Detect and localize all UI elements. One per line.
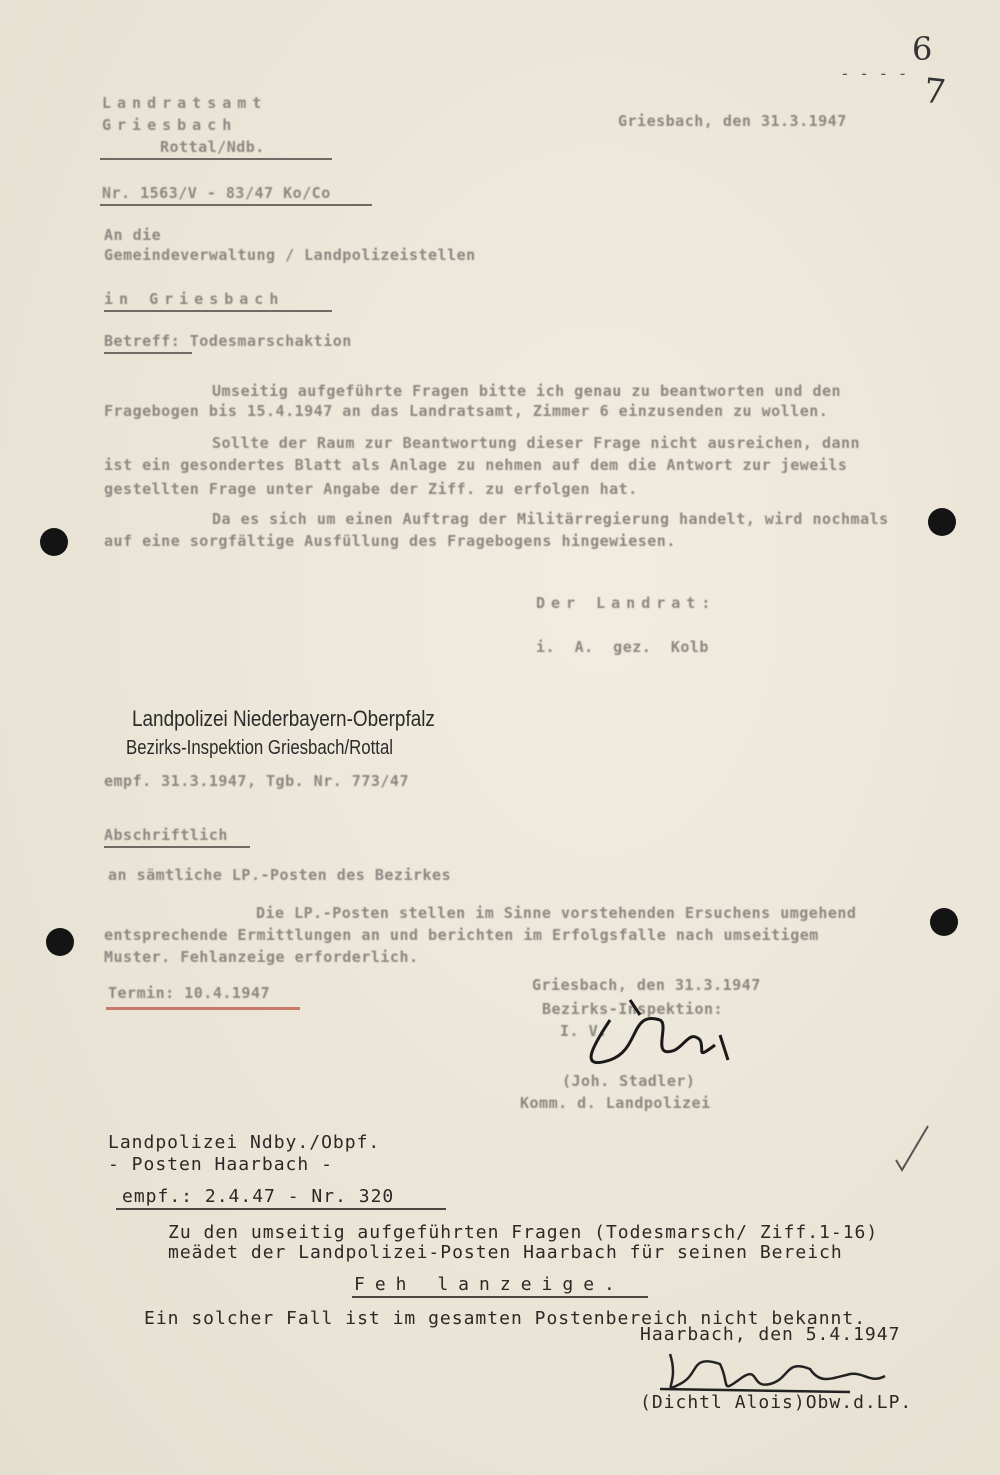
reply-fehlanzeige: Feh lanzeige. — [354, 1274, 625, 1295]
body-p2-line3: gestellten Frage unter Angabe der Ziff. zu erfolgen hat. — [104, 480, 638, 498]
body-p1-line2: Fragebogen bis 15.4.1947 an das Landratsamt, Zimmer 6 einzusenden zu wollen. — [104, 402, 829, 420]
subject-underline — [104, 352, 192, 354]
address-line1: An die — [104, 226, 162, 244]
copy-deadline: Termin: 10.4.1947 — [108, 984, 271, 1002]
body-p2-line2: ist ein gesondertes Blatt als Anlage zu nehmen auf dem die Antwort zur jeweils — [104, 456, 848, 474]
stamp-line2: Bezirks-Inspektion Griesbach/Rottal — [126, 737, 394, 759]
copy-heading: Abschriftlich — [104, 826, 228, 844]
address-line2: Gemeindeverwaltung / Landpolizeistellen — [104, 246, 476, 264]
punch-hole-right-top — [928, 508, 956, 536]
reply-received-underline — [116, 1208, 446, 1210]
reply-signer: (Dichtl Alois)Obw.d.LP. — [640, 1392, 913, 1413]
copy-instruction-line1: Die LP.-Posten stellen im Sinne vorstehenden Ersuchens umgehend — [256, 904, 857, 922]
punch-hole-left-bottom — [46, 928, 74, 956]
body-p3-line1: Da es sich um einen Auftrag der Militärregierung handelt, wird nochmals — [212, 510, 889, 528]
address-line3: in Griesbach — [104, 290, 285, 308]
copy-iv: I. V. — [560, 1022, 608, 1040]
header-place-date: Griesbach, den 31.3.1947 — [618, 112, 847, 130]
authority-line1: Landratsamt — [102, 94, 268, 112]
authority-line2: Griesbach — [102, 116, 238, 134]
copy-instruction-line2: entsprechende Ermittlungen an und berichten im Erfolgsfalle nach umseitigem — [104, 926, 819, 944]
reply-text-line3: Ein solcher Fall ist im gesamten Postenbereich nicht bekannt. — [144, 1308, 867, 1329]
body-p2-line1: Sollte der Raum zur Beantwortung dieser Frage nicht ausreichen, dann — [212, 434, 861, 452]
copy-rank: Komm. d. Landpolizei — [520, 1094, 711, 1112]
fehlanzeige-underline — [352, 1296, 648, 1298]
subject-line: Betreff: Todesmarschaktion — [104, 332, 352, 350]
punch-hole-left-top — [40, 528, 68, 556]
header-underline — [100, 158, 332, 160]
copy-place-date: Griesbach, den 31.3.1947 — [532, 976, 761, 994]
stadler-signature — [570, 990, 750, 1080]
copy-heading-underline — [104, 846, 250, 848]
reply-received: empf.: 2.4.47 - Nr. 320 — [122, 1186, 395, 1207]
received-note: empf. 31.3.1947, Tgb. Nr. 773/47 — [104, 772, 409, 790]
copy-name: (Joh. Stadler) — [562, 1072, 696, 1090]
reply-text-line1: Zu den umseitig aufgeführten Fragen (Todesmarsch/ Ziff.1-16) — [168, 1222, 879, 1243]
page-number: 6 — [912, 30, 933, 68]
signature-title: Der Landrat: — [536, 594, 717, 612]
reply-line2: - Posten Haarbach - — [108, 1154, 333, 1175]
reference-number: Nr. 1563/V - 83/47 Ko/Co — [102, 184, 331, 202]
reply-line1: Landpolizei Ndby./Obpf. — [108, 1132, 381, 1153]
punch-hole-right-bottom — [930, 908, 958, 936]
page-number-sub: 7 — [921, 70, 948, 114]
reference-underline — [100, 204, 372, 206]
reply-text-line2: meädet der Landpolizei-Posten Haarbach für seinen Bereich — [168, 1242, 843, 1263]
stamp-line1: Landpolizei Niederbayern-Oberpfalz — [132, 706, 435, 731]
dash-mark: - - - - — [840, 64, 908, 83]
copy-recipients: an sämtliche LP.-Posten des Bezirkes — [108, 866, 452, 884]
body-p1-line1: Umseitig aufgeführte Fragen bitte ich genau zu beantworten und den — [212, 382, 842, 400]
signature-signed: i. A. gez. Kolb — [536, 638, 709, 656]
deadline-underline — [106, 1007, 300, 1010]
copy-instruction-line3: Muster. Fehlanzeige erforderlich. — [104, 948, 419, 966]
copy-office: Bezirks-Inspektion: — [542, 1000, 724, 1018]
address-underline — [104, 310, 332, 312]
body-p3-line2: auf eine sorgfältige Ausfüllung des Fragebogens hingewiesen. — [104, 532, 676, 550]
authority-line3: Rottal/Ndb. — [160, 138, 265, 156]
check-mark — [888, 1120, 938, 1180]
reply-place-date: Haarbach, den 5.4.1947 — [640, 1324, 901, 1345]
